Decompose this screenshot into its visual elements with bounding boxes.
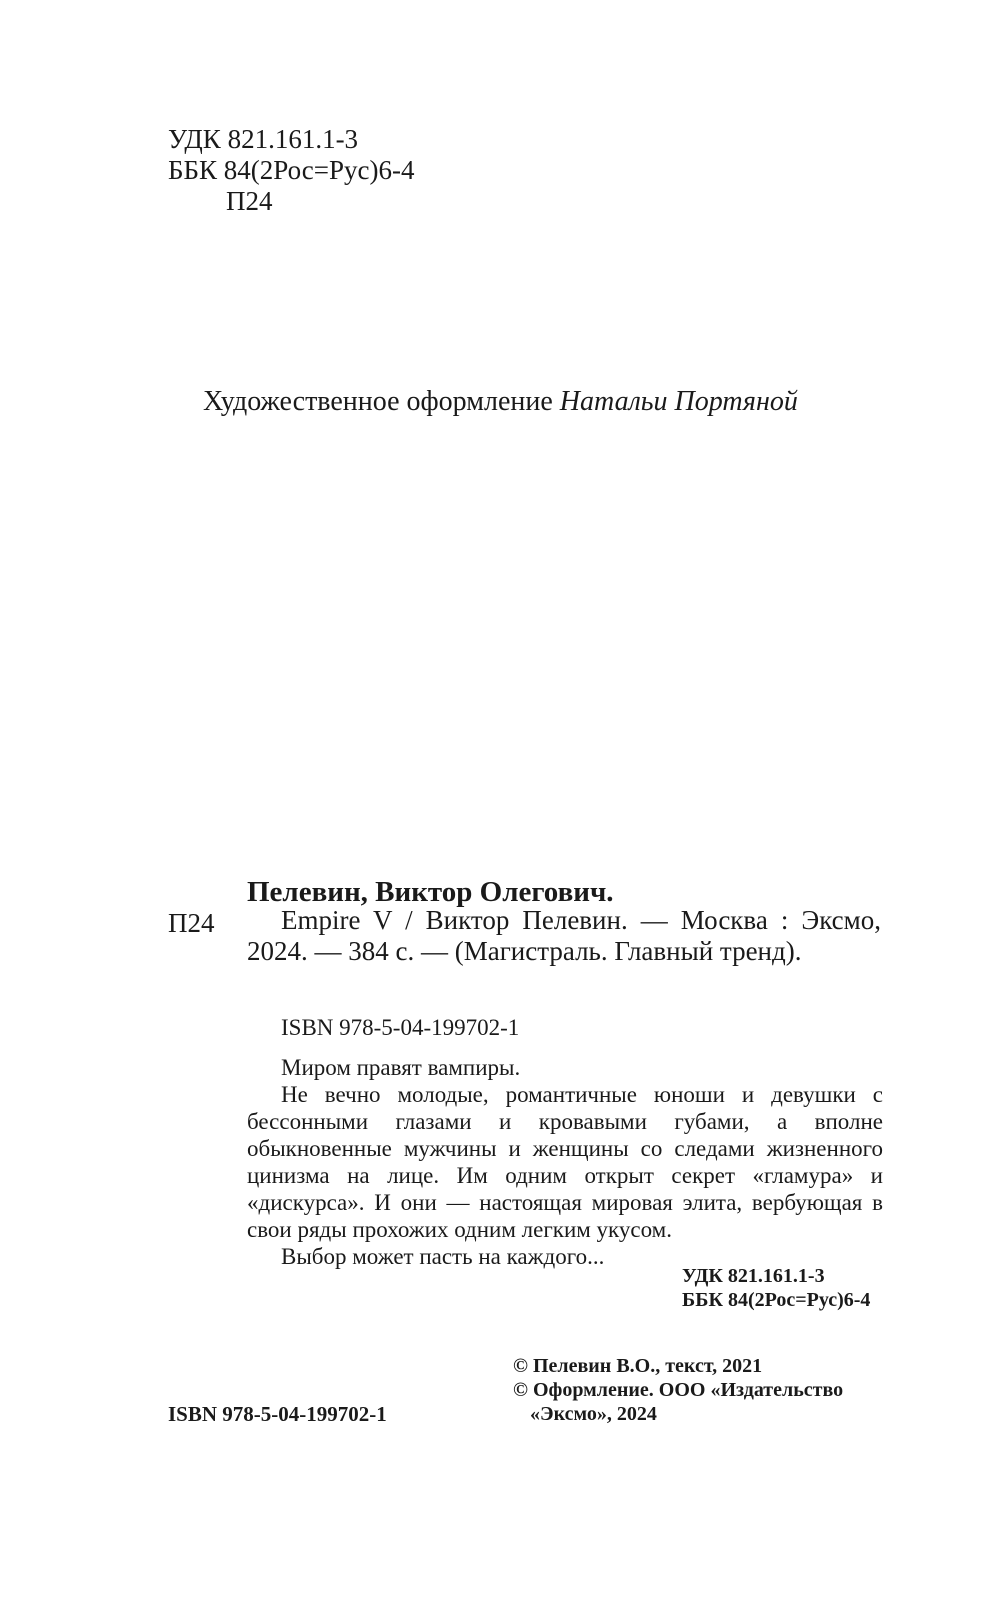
annotation bbox=[247, 1054, 883, 1270]
copyright-design-line-continued: «Эксмо», 2024 bbox=[530, 1403, 657, 1425]
card-isbn: ISBN 978-5-04-199702-1 bbox=[281, 1015, 520, 1040]
card-author-heading: Пелевин, Виктор Олегович. bbox=[247, 876, 614, 908]
author-mark: П24 bbox=[226, 186, 273, 216]
designer-name: Натальи Портяной bbox=[559, 386, 798, 417]
annotation-paragraph: Не вечно молодые, романтичные юноши и девушки с бессонными глазами и кровавыми губами, а вполне обыкновенные мужчины и женщины со следами жизненного цинизма на лице. Им одним открыт секрет «гламура» и «дискурса». И они — настоящая мировая элита, вербующая в свои ряды прохожих одним легким укусом. bbox=[247, 1082, 883, 1242]
card-description-text: Empire V / Виктор Пелевин. — Москва : Эксмо, 2024. — 384 с. — (Магистраль. Главный тренд). bbox=[247, 905, 881, 966]
annotation-paragraph: Миром правят вампиры. bbox=[281, 1055, 521, 1080]
copyright-design-line: © Оформление. ООО «Издательство bbox=[513, 1379, 844, 1401]
design-credit bbox=[203, 386, 798, 418]
udk-index: УДК 821.161.1-3 bbox=[168, 124, 359, 154]
card-author-mark: П24 bbox=[168, 908, 215, 938]
card-bibliographic-description bbox=[247, 905, 881, 967]
bbk-index: ББК 84(2Рос=Рус)6-4 bbox=[168, 155, 415, 185]
annotation-paragraph: Выбор может пасть на каждого... bbox=[281, 1244, 605, 1269]
copyright-block bbox=[513, 1354, 843, 1426]
footer-isbn: ISBN 978-5-04-199702-1 bbox=[168, 1402, 387, 1426]
card-bbk-index: ББК 84(2Рос=Рус)6-4 bbox=[682, 1289, 871, 1311]
design-credit-prefix: Художественное оформление bbox=[203, 386, 560, 417]
card-udk-index: УДК 821.161.1-3 bbox=[682, 1265, 825, 1287]
copyright-text-line: © Пелевин В.О., текст, 2021 bbox=[513, 1355, 763, 1377]
